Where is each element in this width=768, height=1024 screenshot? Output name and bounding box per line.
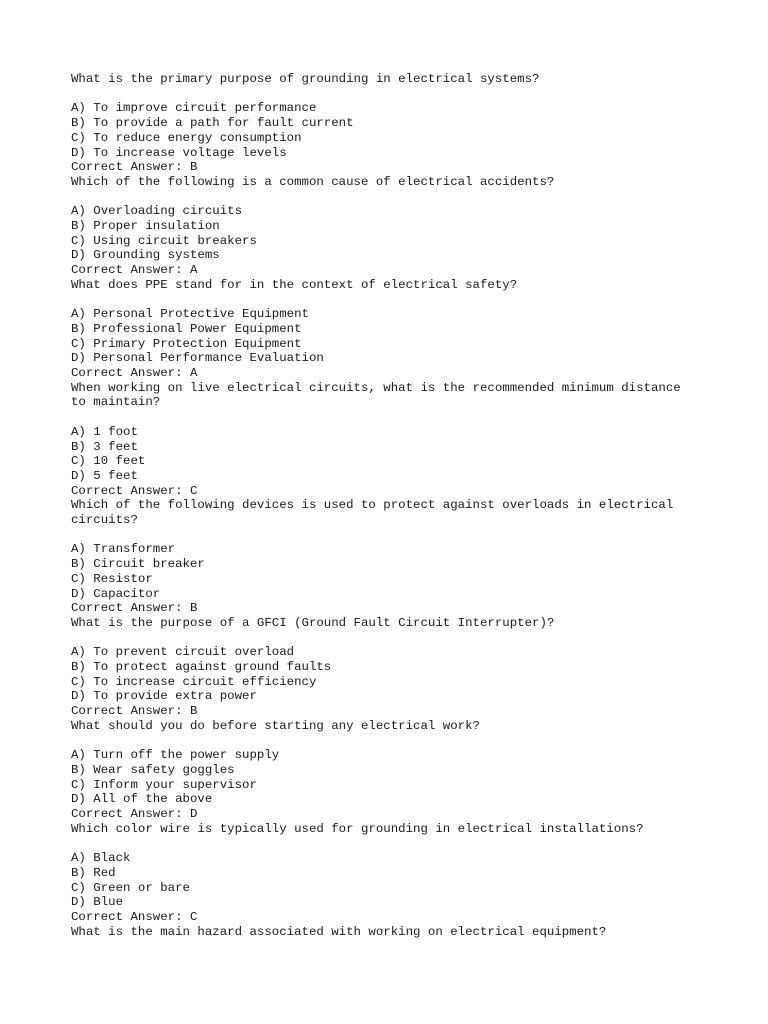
option-a: A) To prevent circuit overload — [71, 645, 295, 660]
option-b: B) Professional Power Equipment — [71, 321, 302, 336]
correct-answer: Correct Answer: B — [71, 704, 198, 719]
question-text: Which of the following is a common cause of electrical accidents? — [71, 174, 555, 189]
options-list — [71, 425, 711, 484]
option-d: D) Capacitor — [71, 586, 161, 601]
option-c: C) Inform your supervisor — [71, 777, 257, 792]
trailing-question-text: What is the main hazard associated with working on electrical equipment? — [71, 924, 607, 939]
question-text: What is the purpose of a GFCI (Ground Fault Circuit Interrupter)? — [71, 615, 555, 630]
correct-answer: Correct Answer: B — [71, 160, 198, 175]
option-d: D) Blue — [71, 895, 124, 910]
option-b: B) Wear safety goggles — [71, 762, 235, 777]
question-text: What does PPE stand for in the context of electrical safety? — [71, 277, 518, 292]
question-block — [71, 616, 711, 719]
question-text: Which color wire is typically used for grounding in electrical installations? — [71, 821, 644, 836]
question-block — [71, 72, 711, 175]
option-d: D) Grounding systems — [71, 248, 220, 263]
question-block — [71, 381, 711, 499]
question-text: Which of the following devices is used to protect against overloads in electrical — [71, 498, 674, 513]
option-b: B) 3 feet — [71, 439, 138, 454]
option-b: B) To protect against ground faults — [71, 660, 332, 675]
option-d: D) All of the above — [71, 792, 213, 807]
option-a: A) 1 foot — [71, 424, 138, 439]
option-d: D) To provide extra power — [71, 689, 257, 704]
question-block — [71, 175, 711, 278]
question-block — [71, 822, 711, 925]
question-block — [71, 278, 711, 381]
options-list — [71, 307, 711, 366]
option-d: D) 5 feet — [71, 468, 138, 483]
option-d: D) To increase voltage levels — [71, 145, 287, 160]
options-list — [71, 645, 711, 704]
option-c: C) Primary Protection Equipment — [71, 336, 302, 351]
option-c: C) Green or bare — [71, 880, 190, 895]
question-text: When working on live electrical circuits, what is the recommended minimum distance — [71, 380, 681, 395]
option-c: C) 10 feet — [71, 454, 146, 469]
correct-answer: Correct Answer: C — [71, 483, 198, 498]
option-c: C) To increase circuit efficiency — [71, 674, 317, 689]
question-text-continued: to maintain? — [71, 395, 161, 410]
correct-answer: Correct Answer: A — [71, 366, 198, 381]
option-c: C) Using circuit breakers — [71, 233, 257, 248]
correct-answer: Correct Answer: C — [71, 909, 198, 924]
option-b: B) Circuit breaker — [71, 557, 205, 572]
options-list — [71, 851, 711, 910]
option-b: B) To provide a path for fault current — [71, 116, 354, 131]
option-a: A) Turn off the power supply — [71, 748, 280, 763]
option-a: A) Transformer — [71, 542, 176, 557]
correct-answer: Correct Answer: D — [71, 807, 198, 822]
option-b: B) Red — [71, 865, 116, 880]
document-body — [71, 72, 711, 939]
options-list — [71, 101, 711, 160]
question-text-continued: circuits? — [71, 513, 138, 528]
options-list — [71, 748, 711, 807]
correct-answer: Correct Answer: A — [71, 263, 198, 278]
option-b: B) Proper insulation — [71, 219, 220, 233]
option-a: A) Overloading circuits — [71, 204, 243, 219]
question-text: What is the primary purpose of grounding in electrical systems? — [71, 72, 540, 86]
options-list — [71, 542, 711, 601]
option-c: C) To reduce energy consumption — [71, 130, 302, 145]
question-text: What should you do before starting any electrical work? — [71, 718, 480, 733]
options-list — [71, 204, 711, 263]
correct-answer: Correct Answer: B — [71, 601, 198, 616]
option-a: A) Black — [71, 851, 131, 866]
option-a: A) Personal Protective Equipment — [71, 307, 309, 322]
option-d: D) Personal Performance Evaluation — [71, 351, 324, 366]
question-block — [71, 498, 711, 616]
question-block — [71, 719, 711, 822]
option-a: A) To improve circuit performance — [71, 101, 317, 116]
option-c: C) Resistor — [71, 571, 153, 586]
